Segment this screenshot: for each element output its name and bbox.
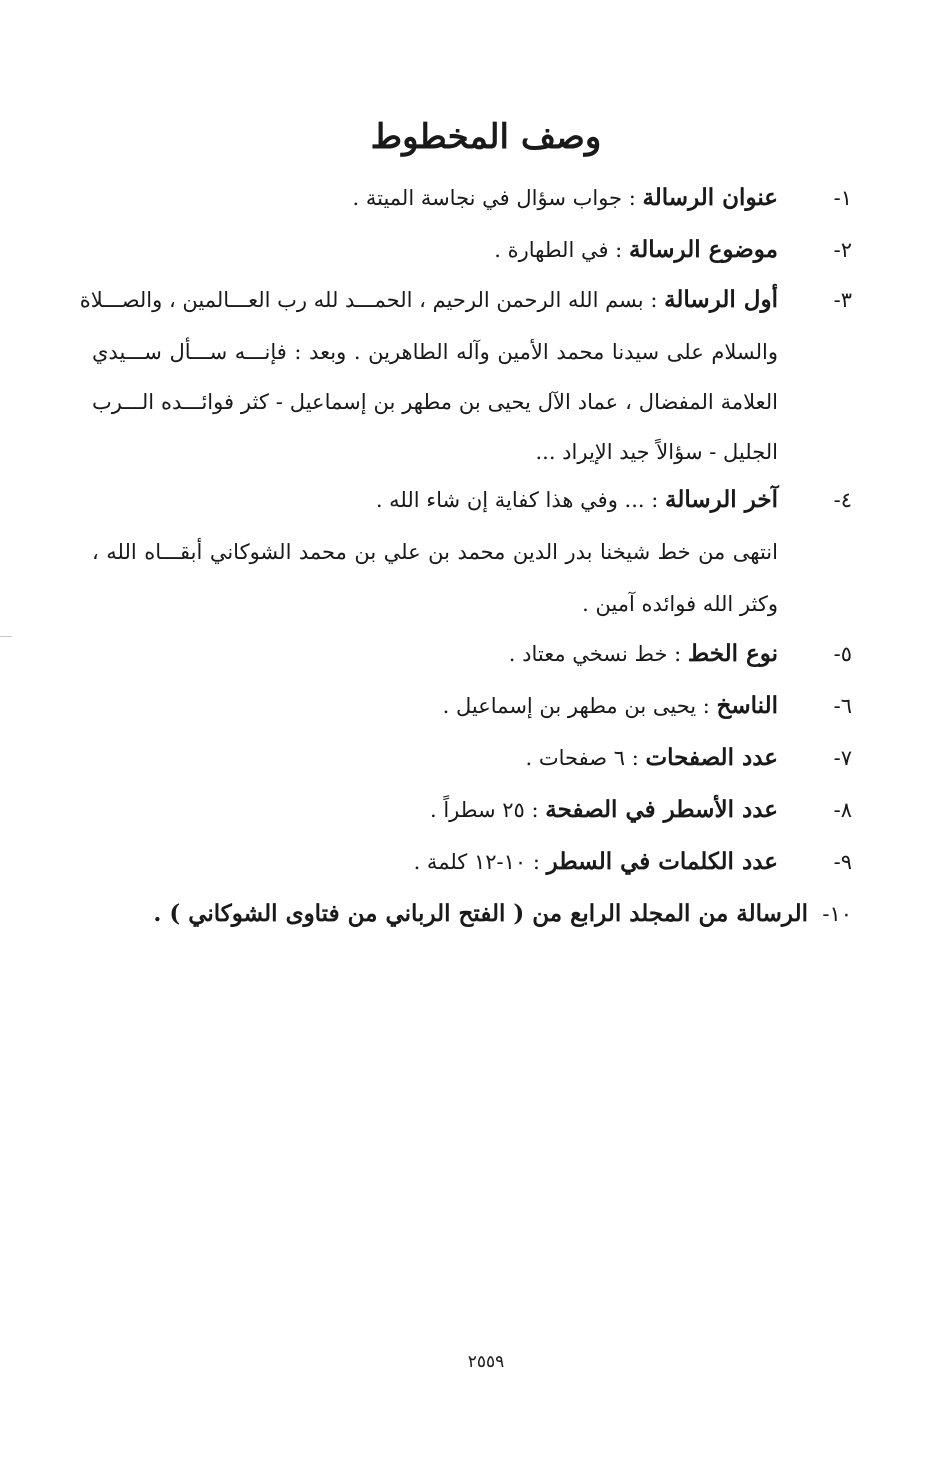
item-value: : يحيى بن مطهر بن إسماعيل . bbox=[442, 694, 717, 718]
item-value: : ٢٥ سطراً . bbox=[430, 798, 546, 822]
item-value: : في الطهارة . bbox=[494, 238, 629, 262]
item-number: ٨- bbox=[833, 798, 852, 822]
page-number: ٢٥٥٩ bbox=[467, 1352, 505, 1372]
list-item bbox=[80, 222, 852, 278]
item-label: عدد الصفحات bbox=[645, 744, 778, 771]
item-text bbox=[79, 272, 778, 328]
item-number: ٤- bbox=[833, 488, 852, 512]
colophon-note-line: انتهى من خط شيخنا بدر الدين محمد بن علي بن محمد الشوكاني أبقـــاه الله ، bbox=[92, 540, 778, 564]
margin-mark bbox=[0, 636, 12, 637]
item-label: أول الرسالة bbox=[664, 286, 778, 313]
item-value: : خط نسخي معتاد . bbox=[508, 642, 688, 666]
item-number: ٢- bbox=[833, 238, 852, 262]
list-item bbox=[80, 626, 852, 682]
list-item bbox=[80, 782, 852, 838]
item-number: ١٠- bbox=[822, 902, 852, 926]
item-continuation-line: والسلام على سيدنا محمد الأمين وآله الطاهرين . وبعد : فإنـــه ســـأل ســـيدي bbox=[92, 340, 778, 364]
list-item bbox=[80, 678, 852, 734]
colophon-note-line: وكثر الله فوائده آمين . bbox=[582, 592, 778, 616]
list-item bbox=[80, 886, 852, 942]
item-value: : بسم الله الرحمن الرحيم ، الحمـــد لله رب العـــالمين ، والصـــلاة bbox=[79, 288, 665, 312]
item-text bbox=[494, 222, 778, 278]
item-value: : ١٠-١٢ كلمة . bbox=[413, 850, 547, 874]
list-item bbox=[80, 730, 852, 786]
item-label: عدد الكلمات في السطر bbox=[546, 848, 778, 875]
item-number: ٩- bbox=[833, 850, 852, 874]
item-continuation-line: العلامة المفضال ، عماد الآل يحيى بن مطهر بن إسماعيل - كثر فوائـــده الـــرب bbox=[92, 390, 778, 414]
page-title: وصف المخطوط bbox=[370, 117, 602, 157]
item-number: ٣- bbox=[833, 288, 852, 312]
item-text bbox=[443, 678, 778, 734]
list-item bbox=[80, 834, 852, 890]
item-value: : ... وفي هذا كفاية إن شاء الله . bbox=[375, 488, 665, 512]
list-item bbox=[79, 272, 852, 328]
item-label: آخر الرسالة bbox=[664, 486, 778, 513]
item-text bbox=[353, 170, 779, 226]
item-number: ٥- bbox=[833, 642, 852, 666]
item-label: عنوان الرسالة bbox=[642, 184, 778, 211]
item-value: : ٦ صفحات . bbox=[525, 746, 646, 770]
item-label: عدد الأسطر في الصفحة bbox=[545, 796, 778, 823]
item-text bbox=[430, 782, 778, 838]
item-number: ٧- bbox=[833, 746, 852, 770]
item-text bbox=[414, 834, 778, 890]
item-value: : جواب سؤال في نجاسة الميتة . bbox=[352, 186, 643, 210]
item-text bbox=[509, 626, 778, 682]
list-item bbox=[80, 472, 852, 528]
item-text bbox=[526, 730, 778, 786]
item-label: نوع الخط bbox=[687, 640, 778, 667]
item-text bbox=[376, 472, 778, 528]
item-number: ١- bbox=[833, 186, 852, 210]
item-continuation-line: الجليل - سؤالاً جيد الإيراد ... bbox=[535, 440, 778, 464]
item-number: ٦- bbox=[833, 694, 852, 718]
item-label: الناسخ bbox=[716, 692, 778, 719]
list-item bbox=[80, 170, 852, 226]
item-label: موضوع الرسالة bbox=[628, 236, 778, 263]
item-text: الرسالة من المجلد الرابع من ( الفتح الرباني من فتاوى الشوكاني ) . bbox=[153, 900, 808, 927]
